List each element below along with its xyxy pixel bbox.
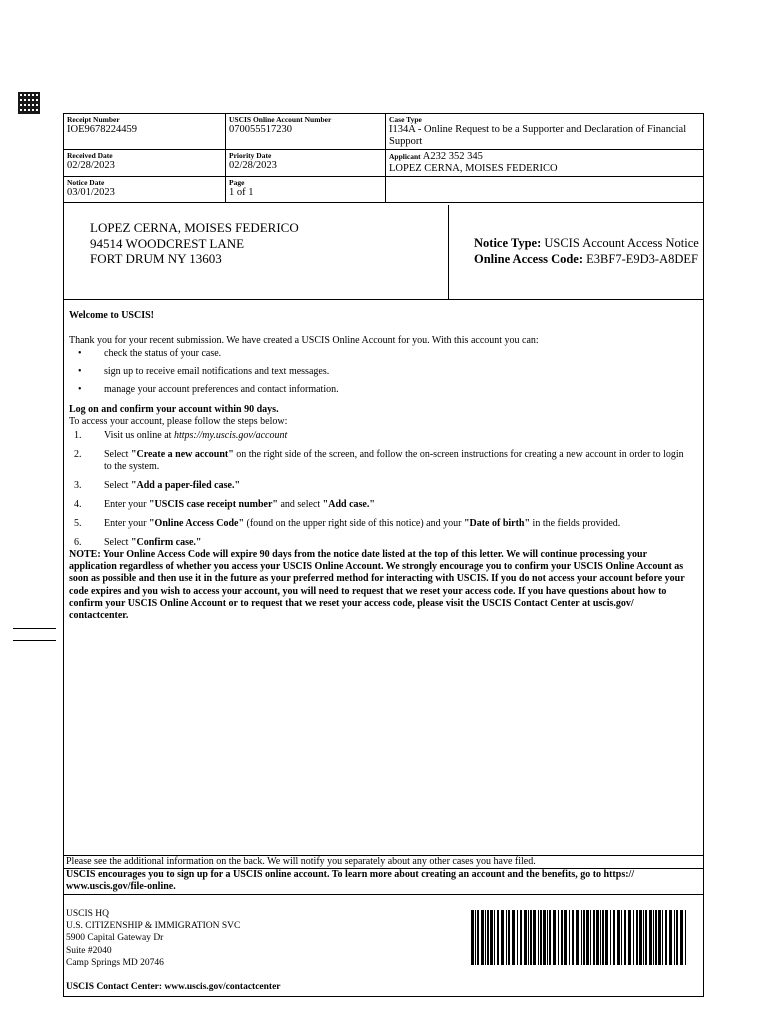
fold-mark (13, 628, 56, 629)
step-number: 4. (74, 499, 82, 510)
office-line: USCIS HQ (66, 909, 110, 919)
step-3 (69, 480, 691, 492)
received-date: 02/28/2023 (67, 160, 115, 171)
priority-date-label: Priority Date (229, 151, 272, 160)
section-divider (63, 299, 704, 300)
step-text: and select (277, 499, 323, 510)
step-emphasis: "Create a new account" (130, 449, 234, 460)
step-emphasis: "Online Access Code" (149, 518, 244, 529)
encourage-text: USCIS encourages you to sign up for a USCIS online account. To learn more about creating an account and the benefits, go to https:// www.uscis.gov/file-online. (66, 869, 635, 892)
step-number: 6. (74, 537, 82, 548)
step-2 (69, 449, 691, 473)
step-number: 5. (74, 518, 82, 529)
access-code: E3BF7-E9D3-A8DEF (586, 251, 698, 266)
step-1 (69, 430, 691, 442)
applicant-label: Applicant (389, 152, 421, 161)
contact-center-text: USCIS Contact Center: www.uscis.gov/contactcenter (66, 982, 281, 992)
receipt-number-label: Receipt Number (67, 115, 120, 124)
notice-type: USCIS Account Access Notice (544, 236, 699, 250)
list-item: • manage your account preferences and contact information. (69, 384, 691, 396)
office-line: Camp Springs MD 20746 (66, 957, 164, 968)
page-label: Page (229, 178, 245, 187)
step-text: on the right side of the screen, and follow the on-screen instructions for creating a new account in order to login to the system. (104, 449, 684, 472)
recipient-city: FORT DRUM NY 13603 (90, 251, 222, 266)
step-text: in the fields provided. (530, 518, 621, 529)
step-emphasis: "Date of birth" (463, 518, 531, 529)
office-line: U.S. CITIZENSHIP & IMMIGRATION SVC (66, 921, 241, 932)
case-header-table (63, 113, 704, 203)
notice-date-cell (64, 177, 226, 203)
received-date-cell (64, 150, 226, 177)
step-text: Enter your (104, 518, 149, 529)
notice-date: 03/01/2023 (67, 187, 115, 198)
page-number: 1 of 1 (229, 187, 254, 198)
account-number: 070055517230 (229, 124, 292, 135)
qr-code-icon (18, 92, 40, 114)
priority-date-cell (226, 150, 386, 177)
step-number: 3. (74, 480, 82, 491)
step-number: 1. (74, 430, 82, 441)
applicant-number: A232 352 345 (422, 151, 483, 162)
applicant-cell (386, 150, 704, 177)
fold-mark (13, 640, 56, 641)
expiry-note: NOTE: Your Online Access Code will expire 90 days from the notice date listed at the top of this letter. We will continue processing your application regardless of whether you access your USCIS Online Account. We strongly encourage you to confirm your USCIS Online Account as soon as possible and then use it in the future as your preferred method for interacting with USCIS. If you do not access your account before your code expires and you wish to access your account, you will need to request that we reset your access code. If you have questions about how to confirm your USCIS Online Account or to request that we reset your access code, please visit the USCIS Contact Center at uscis.gov/ contactcenter. (69, 549, 685, 622)
applicant-name: LOPEZ CERNA, MOISES FEDERICO (389, 163, 558, 174)
step-text: (found on the upper right side of this notice) and your (244, 518, 464, 529)
receipt-number-cell (64, 114, 226, 150)
step-5 (69, 518, 691, 530)
received-date-label: Received Date (67, 151, 113, 160)
confirm-instruction: Log on and confirm your account within 90 days. (69, 404, 279, 415)
steps-list (69, 430, 691, 549)
barcode-icon (471, 910, 689, 965)
recipient-street: 94514 WOODCREST LANE (90, 235, 245, 251)
notice-type-label: Notice Type: (474, 236, 542, 250)
step-6 (69, 537, 691, 549)
access-code-label: Online Access Code: (474, 251, 584, 266)
mailing-address (90, 220, 299, 267)
list-item: • sign up to receive email notifications and text messages. (69, 366, 691, 378)
notice-date-label: Notice Date (67, 178, 105, 187)
step-4 (69, 499, 691, 511)
additional-info-text: Please see the additional information on the back. We will notify you separately about any other cases you have filed. (66, 856, 536, 867)
case-type: I134A - Online Request to be a Supporter and Declaration of Financial Support (389, 124, 687, 147)
step-text: Visit us online at (104, 430, 174, 441)
step-emphasis: "Add case." (322, 499, 375, 510)
account-url-link[interactable]: https://my.uscis.gov/account (173, 430, 288, 441)
priority-date: 02/28/2023 (229, 160, 277, 171)
case-type-cell (386, 114, 704, 150)
step-text: Select (104, 449, 131, 460)
notice-info (474, 236, 699, 267)
recipient-name: LOPEZ CERNA, MOISES FEDERICO (90, 220, 299, 235)
features-list (69, 348, 691, 396)
case-type-label: Case Type (389, 115, 422, 124)
intro-text: Thank you for your recent submission. We have created a USCIS Online Account for you. With this account you can: (69, 335, 539, 346)
welcome-heading: Welcome to USCIS! (69, 310, 154, 321)
account-number-cell (226, 114, 386, 150)
page-cell (226, 177, 386, 203)
empty-cell (386, 177, 704, 203)
account-number-label: USCIS Online Account Number (229, 115, 332, 124)
step-text: Enter your (104, 499, 149, 510)
step-emphasis: "USCIS case receipt number" (149, 499, 278, 510)
list-item: • check the status of your case. (69, 348, 691, 360)
step-text: Select (104, 537, 131, 548)
address-divider (448, 205, 449, 299)
receipt-number: IOE9678224459 (67, 124, 137, 135)
office-line: 5900 Capital Gateway Dr (66, 933, 164, 944)
step-number: 2. (74, 449, 82, 460)
steps-intro: To access your account, please follow the steps below: (69, 416, 288, 427)
step-emphasis: "Confirm case." (130, 537, 202, 548)
step-emphasis: "Add a paper-filed case." (130, 480, 240, 491)
step-text: Select (104, 480, 131, 491)
office-line: Suite #2040 (66, 945, 112, 956)
office-address (66, 908, 240, 969)
notice-body (69, 310, 691, 622)
